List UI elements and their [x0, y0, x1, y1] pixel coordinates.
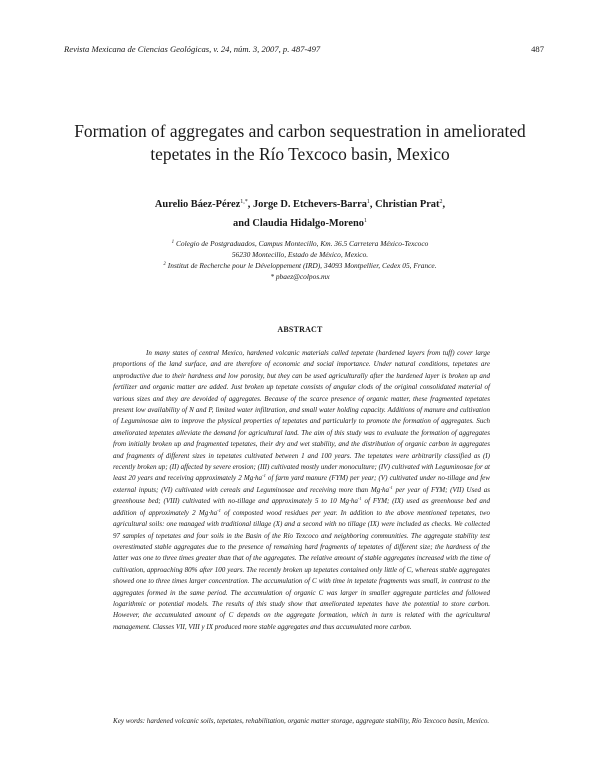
author-affiliation-mark: 2 [439, 199, 443, 205]
affiliation-2: $^2$ Institut de Recherche pour le Développement (IRD), 34093 Montpellier, Cedex 05, France. [163, 261, 437, 271]
corresponding-email: * pbaez@colpos.mx [270, 271, 330, 281]
author-name: Christian Prat [375, 199, 440, 210]
author-affiliation-mark: 1 [363, 218, 367, 224]
abstract-body: In many states of central Mexico, hardened volcanic materials called tepetate (hardened layers from tuff) cover large proportions of the land surface, and are therefore of economic and social importance. Under natural conditions, tepetates are unproductive due to their hardness and low porosity, but they can be used agriculturally after the hardened layer is broken up and fertilizer and organic matter are added. Just broken up tepetate consists of angular clods of the original consolidated material of various sizes and they are devoided of aggregates. Because of the scarce presence of organic matter, these fragmented tepetates present low availability of N and P, limited water infiltration, and small water holding capacity. Additions of manure and cultivation of Leguminosae aim to improve the physical properties of tepetates and particularly to promote the formation of aggregates. Such ameliorated tepetates alleviate the demand for agricultural land. The aim of this study was to evaluate the formation of aggregates from initially broken up and fragmented tepetates, their dry and wet stability, and the distribution of organic carbon in aggregates and fragments of different sizes in tepetates cultivated between 1 and 100 years. The tepetates were arbitrarily classified as (I) recently broken up; (II) affected by severe erosion; (III) cultivated mostly under monoculture; (IV) cultivated with Leguminosae for at least 20 years and receiving approximately 2 $Mg\cdot ha^{-1}$ of farm yard manure (FYM) per year; (V) cultivated under no-tillage and few external inputs; (VI) cultivated with cereals and Leguminosae and receiving more than $Mg\cdot ha^{-1}$ per year of FYM; (VII) Used as greenhouse bed; (VIII) cultivated with no-tillage and approximately 5 to 10 $Mg\cdot ha^{-1}$ of FYM; (IX) used as greenhouse bed and addition of approximately 2 $Mg\cdot ha^{-1}$ of composted wood residues per year. In addition to the above mentioned tepetates, two agricultural soils: one managed with traditional tillage (X) and a second with no tillage (IX) were included as checks. We collected 97 samples of tepetates and four soils in the Basin of the Río Texcoco and neighboring communities. The aggregate stability test overestimated stable aggregates due to the presence of remaining hard fragments of tepetates of different size; the hardness of the latter was one to three times greater than that of the aggregates. The relative amount of stable aggregates increased with the time of cultivation, approaching 80% after 100 years. The recently broken up tepetates contained only little of C, whereas stable aggregates showed one to three times larger concentration. The accumulation of C with time in tepetate fragments was small, in contrast to the aggregates formed in the same period. The accumulation of organic C was larger in smaller aggregate particles and followed logarithmic or potential models. The results of this study show that ameliorated tepetates have the potential to store carbon. However, the accumulated amount of C depends on the aggregate formation, which in turn is related with the agricultural management. Classes VII, VIII y IX produced more stable aggregates and thus accumulated more carbon. [113, 349, 490, 631]
author-name: Claudia Hidalgo-Moreno [252, 218, 364, 229]
article-title: Formation of aggregates and carbon sequestration in ameliorated tepetates in the Río Texcoco basin, Mexico [74, 121, 526, 164]
abstract-heading: ABSTRACT [277, 325, 323, 334]
author-affiliation-mark: 1 [366, 199, 370, 205]
affiliations [100, 238, 500, 282]
journal-citation: Revista Mexicana de Ciencias Geológicas, v. 24, núm. 3, 2007, p. 487-497 [64, 44, 321, 54]
affiliation-1: $^1$ Colegio de Postgraduados, Campus Montecillo, Km. 36.5 Carretera México-Texcoco [171, 239, 429, 248]
keywords: Key words: hardened volcanic soils, tepetates, rehabilitation, organic matter storage, aggregate stability, Río Texcoco basin, Mexico. [113, 717, 490, 725]
page-number: 487 [531, 44, 544, 54]
author-list: Aurelio Báez-Pérez$^{1,*}$, Jorge D. Etchevers-Barra$^1$, Christian Prat$^2$, and Claudia Hidalgo-Moreno$^1$ [154, 199, 446, 229]
author-affiliation-mark: 1,* [240, 199, 248, 205]
running-head [64, 44, 544, 54]
affiliation-1-address: 56230 Montecillo, Estado de México, Mexico. [231, 249, 369, 259]
author-name: Jorge D. Etchevers-Barra [252, 199, 367, 210]
author-name: Aurelio Báez-Pérez [154, 199, 241, 210]
